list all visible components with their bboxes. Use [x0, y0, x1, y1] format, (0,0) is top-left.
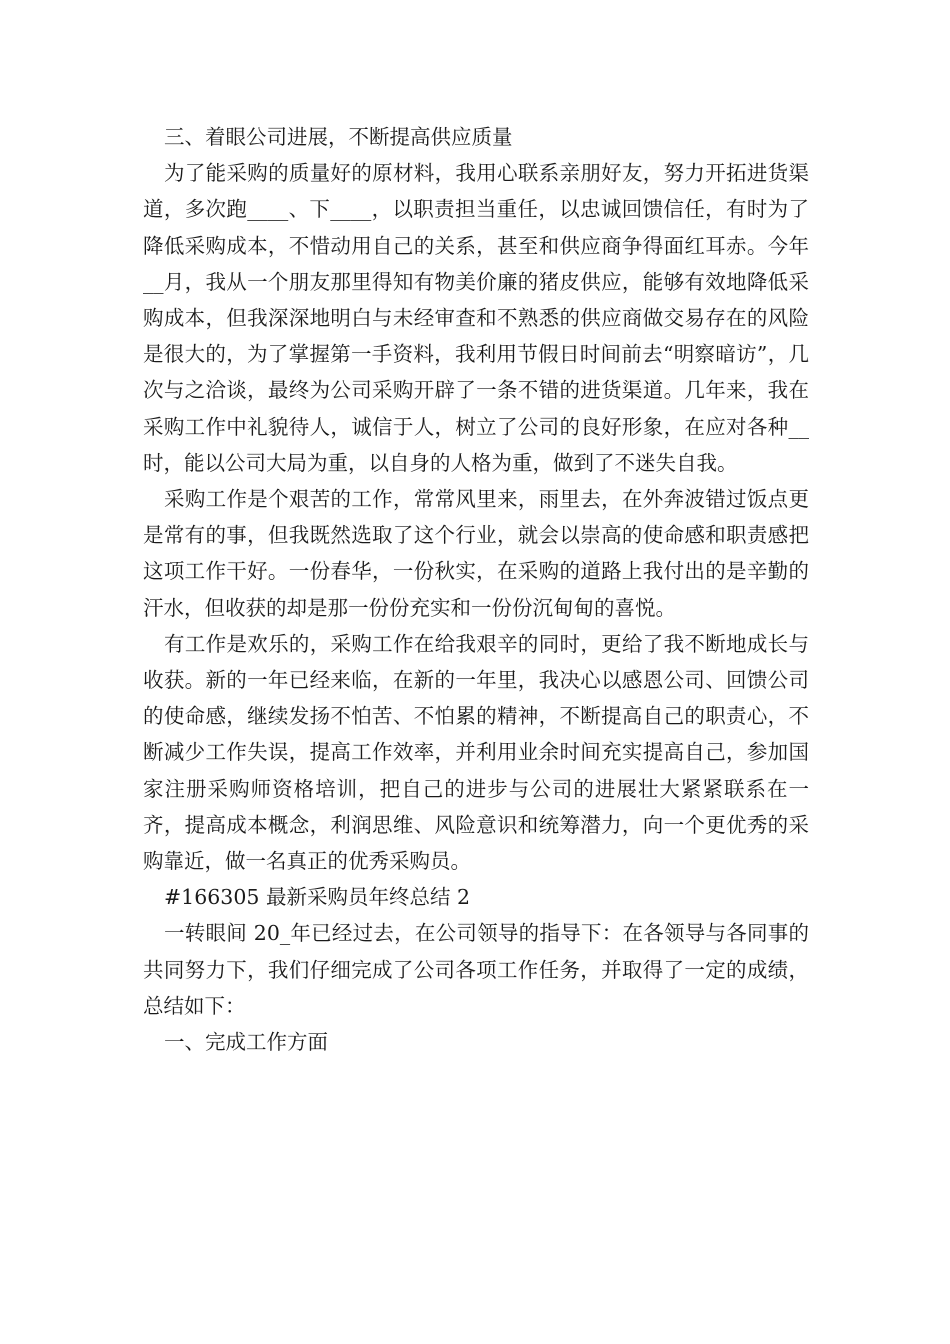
- article-title: #166305 最新采购员年终总结 2: [164, 885, 471, 910]
- paragraph-hard-work: 采购工作是个艰苦的工作，常常风里来，雨里去，在外奔波错过饭点更是常有的事，但我既然选取了这个行业，就会以崇高的使命感和职责感把这项工作干好。一份春华，一份秋实，在采购的道路上我付出的是辛勤的汗水，但收获的却是那一份份充实和一份份沉甸甸的喜悦。: [143, 487, 809, 620]
- section-heading-supply-quality: 三、着眼公司进展，不断提高供应质量: [164, 125, 513, 149]
- section-heading-work-completed: 一、完成工作方面: [164, 1030, 328, 1055]
- paragraph-intro: 一转眼间 20_年已经过去，在公司领导的指导下：在各领导与各同事的共同努力下，我们仔细完成了公司各项工作任务，并取得了一定的成绩，总结如下：: [143, 921, 809, 1018]
- paragraph-procurement-channels: 为了能采购的质量好的原材料，我用心联系亲朋好友，努力开拓进货渠道，多次跑____、下____，以职责担当重任，以忠诚回馈信任，有时为了降低采购成本，不惜动用自己的关系，甚至和供应商争得面红耳赤。今年__月，我从一个朋友那里得知有物美价廉的猪皮供应，能够有效地降低采购成本，但我深深地明白与未经审查和不熟悉的供应商做交易存在的风险是很大的，为了掌握第一手资料，我利用节假日时间前去“明察暗访”，几次与之洽谈，最终为公司采购开辟了一条不错的进货渠道。几年来，我在采购工作中礼貌待人，诚信于人，树立了公司的良好形象，在应对各种__时，能以公司大局为重，以自身的人格为重，做到了不迷失自我。: [143, 161, 809, 475]
- document-body: [143, 119, 809, 1060]
- paragraph-new-year-plan: 有工作是欢乐的，采购工作在给我艰辛的同时，更给了我不断地成长与收获。新的一年已经来临，在新的一年里，我决心以感恩公司、回馈公司的使命感，继续发扬不怕苦、不怕累的精神，不断提高自己的职责心，不断减少工作失误，提高工作效率，并利用业余时间充实提高自己，参加国家注册采购师资格培训，把自己的进步与公司的进展壮大紧紧联系在一齐，提高成本概念，利润思维、风险意识和统筹潜力，向一个更优秀的采购靠近，做一名真正的优秀采购员。: [143, 631, 809, 874]
